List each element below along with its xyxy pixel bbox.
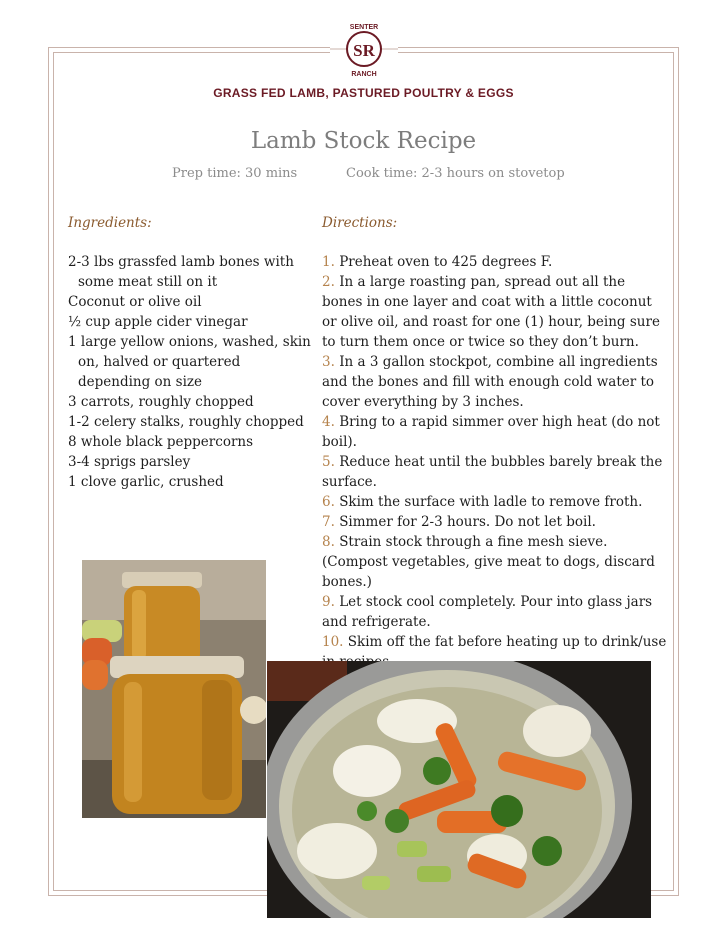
ingredient-item: 2-3 lbs grassfed lamb bones with some meat still on it xyxy=(68,254,294,290)
direction-step xyxy=(322,492,667,512)
directions-heading: Directions: xyxy=(322,215,398,231)
step-number: 10. xyxy=(322,634,344,650)
direction-step xyxy=(322,252,667,272)
step-text: Strain stock through a fine mesh sieve. (Compost vegetables, give meat to dogs, discard bones.) xyxy=(322,534,655,590)
step-text: Let stock cool completely. Pour into glass jars and refrigerate. xyxy=(322,594,653,630)
step-number: 5. xyxy=(322,454,335,470)
ingredient-item: 1 large yellow onions, washed, skin on, halved or quartered depending on size xyxy=(68,334,311,390)
step-text: Reduce heat until the bubbles barely break the surface. xyxy=(322,454,663,490)
cook-time: Cook time: 2-3 hours on stovetop xyxy=(346,166,565,181)
ranch-logo xyxy=(330,18,398,80)
directions-list xyxy=(322,252,667,672)
direction-step xyxy=(322,512,667,532)
direction-step xyxy=(322,352,667,412)
direction-step xyxy=(322,272,667,352)
step-number: 1. xyxy=(322,254,335,270)
svg-text:RANCH: RANCH xyxy=(351,71,377,78)
stock-jars-photo xyxy=(82,560,266,818)
step-text: Bring to a rapid simmer over high heat (do not boil). xyxy=(322,414,660,450)
step-number: 7. xyxy=(322,514,335,530)
direction-step xyxy=(322,592,667,632)
svg-text:SENTER: SENTER xyxy=(349,24,379,31)
brand-tagline: GRASS FED LAMB, PASTURED POULTRY & EGGS xyxy=(213,86,514,100)
direction-step xyxy=(322,452,667,492)
ingredient-item: 3 carrots, roughly chopped xyxy=(68,394,254,410)
step-text: Simmer for 2-3 hours. Do not let boil. xyxy=(339,514,596,530)
ingredient-item: ½ cup apple cider vinegar xyxy=(68,314,248,330)
direction-step xyxy=(322,412,667,452)
svg-text:SR: SR xyxy=(353,41,375,60)
ingredients-list xyxy=(68,252,313,492)
step-number: 3. xyxy=(322,354,335,370)
page-title: Lamb Stock Recipe xyxy=(250,128,477,154)
step-number: 2. xyxy=(322,274,335,290)
ingredient-item: 1 clove garlic, crushed xyxy=(68,474,224,490)
direction-step xyxy=(322,532,667,592)
step-text: In a large roasting pan, spread out all the bones in one layer and coat with a little coconut or olive oil, and roast for one (1) hour, being sure to turn them once or twice so they don’t burn. xyxy=(322,274,660,350)
stockpot-photo xyxy=(267,661,651,918)
step-number: 8. xyxy=(322,534,335,550)
step-text: Skim off the fat before heating up to drink/use xyxy=(347,634,667,650)
ingredient-item: 1-2 celery stalks, roughly chopped xyxy=(68,414,304,430)
ingredient-item: Coconut or olive oil xyxy=(68,294,202,310)
step-number: 9. xyxy=(322,594,335,610)
ingredients-heading: Ingredients: xyxy=(68,215,152,231)
step-text: In a 3 gallon stockpot, combine all ingredients and the bones and fill with enough cold water to cover everything by 3 inches. xyxy=(322,354,658,410)
step-text: Preheat oven to 425 degrees F. xyxy=(339,254,553,270)
step-number: 4. xyxy=(322,414,335,430)
ingredient-item: 8 whole black peppercorns xyxy=(68,434,254,450)
step-text: Skim the surface with ladle to remove froth. xyxy=(339,494,643,510)
prep-time: Prep time: 30 mins xyxy=(172,166,298,181)
ingredient-item: 3-4 sprigs parsley xyxy=(68,454,191,470)
step-number: 6. xyxy=(322,494,335,510)
